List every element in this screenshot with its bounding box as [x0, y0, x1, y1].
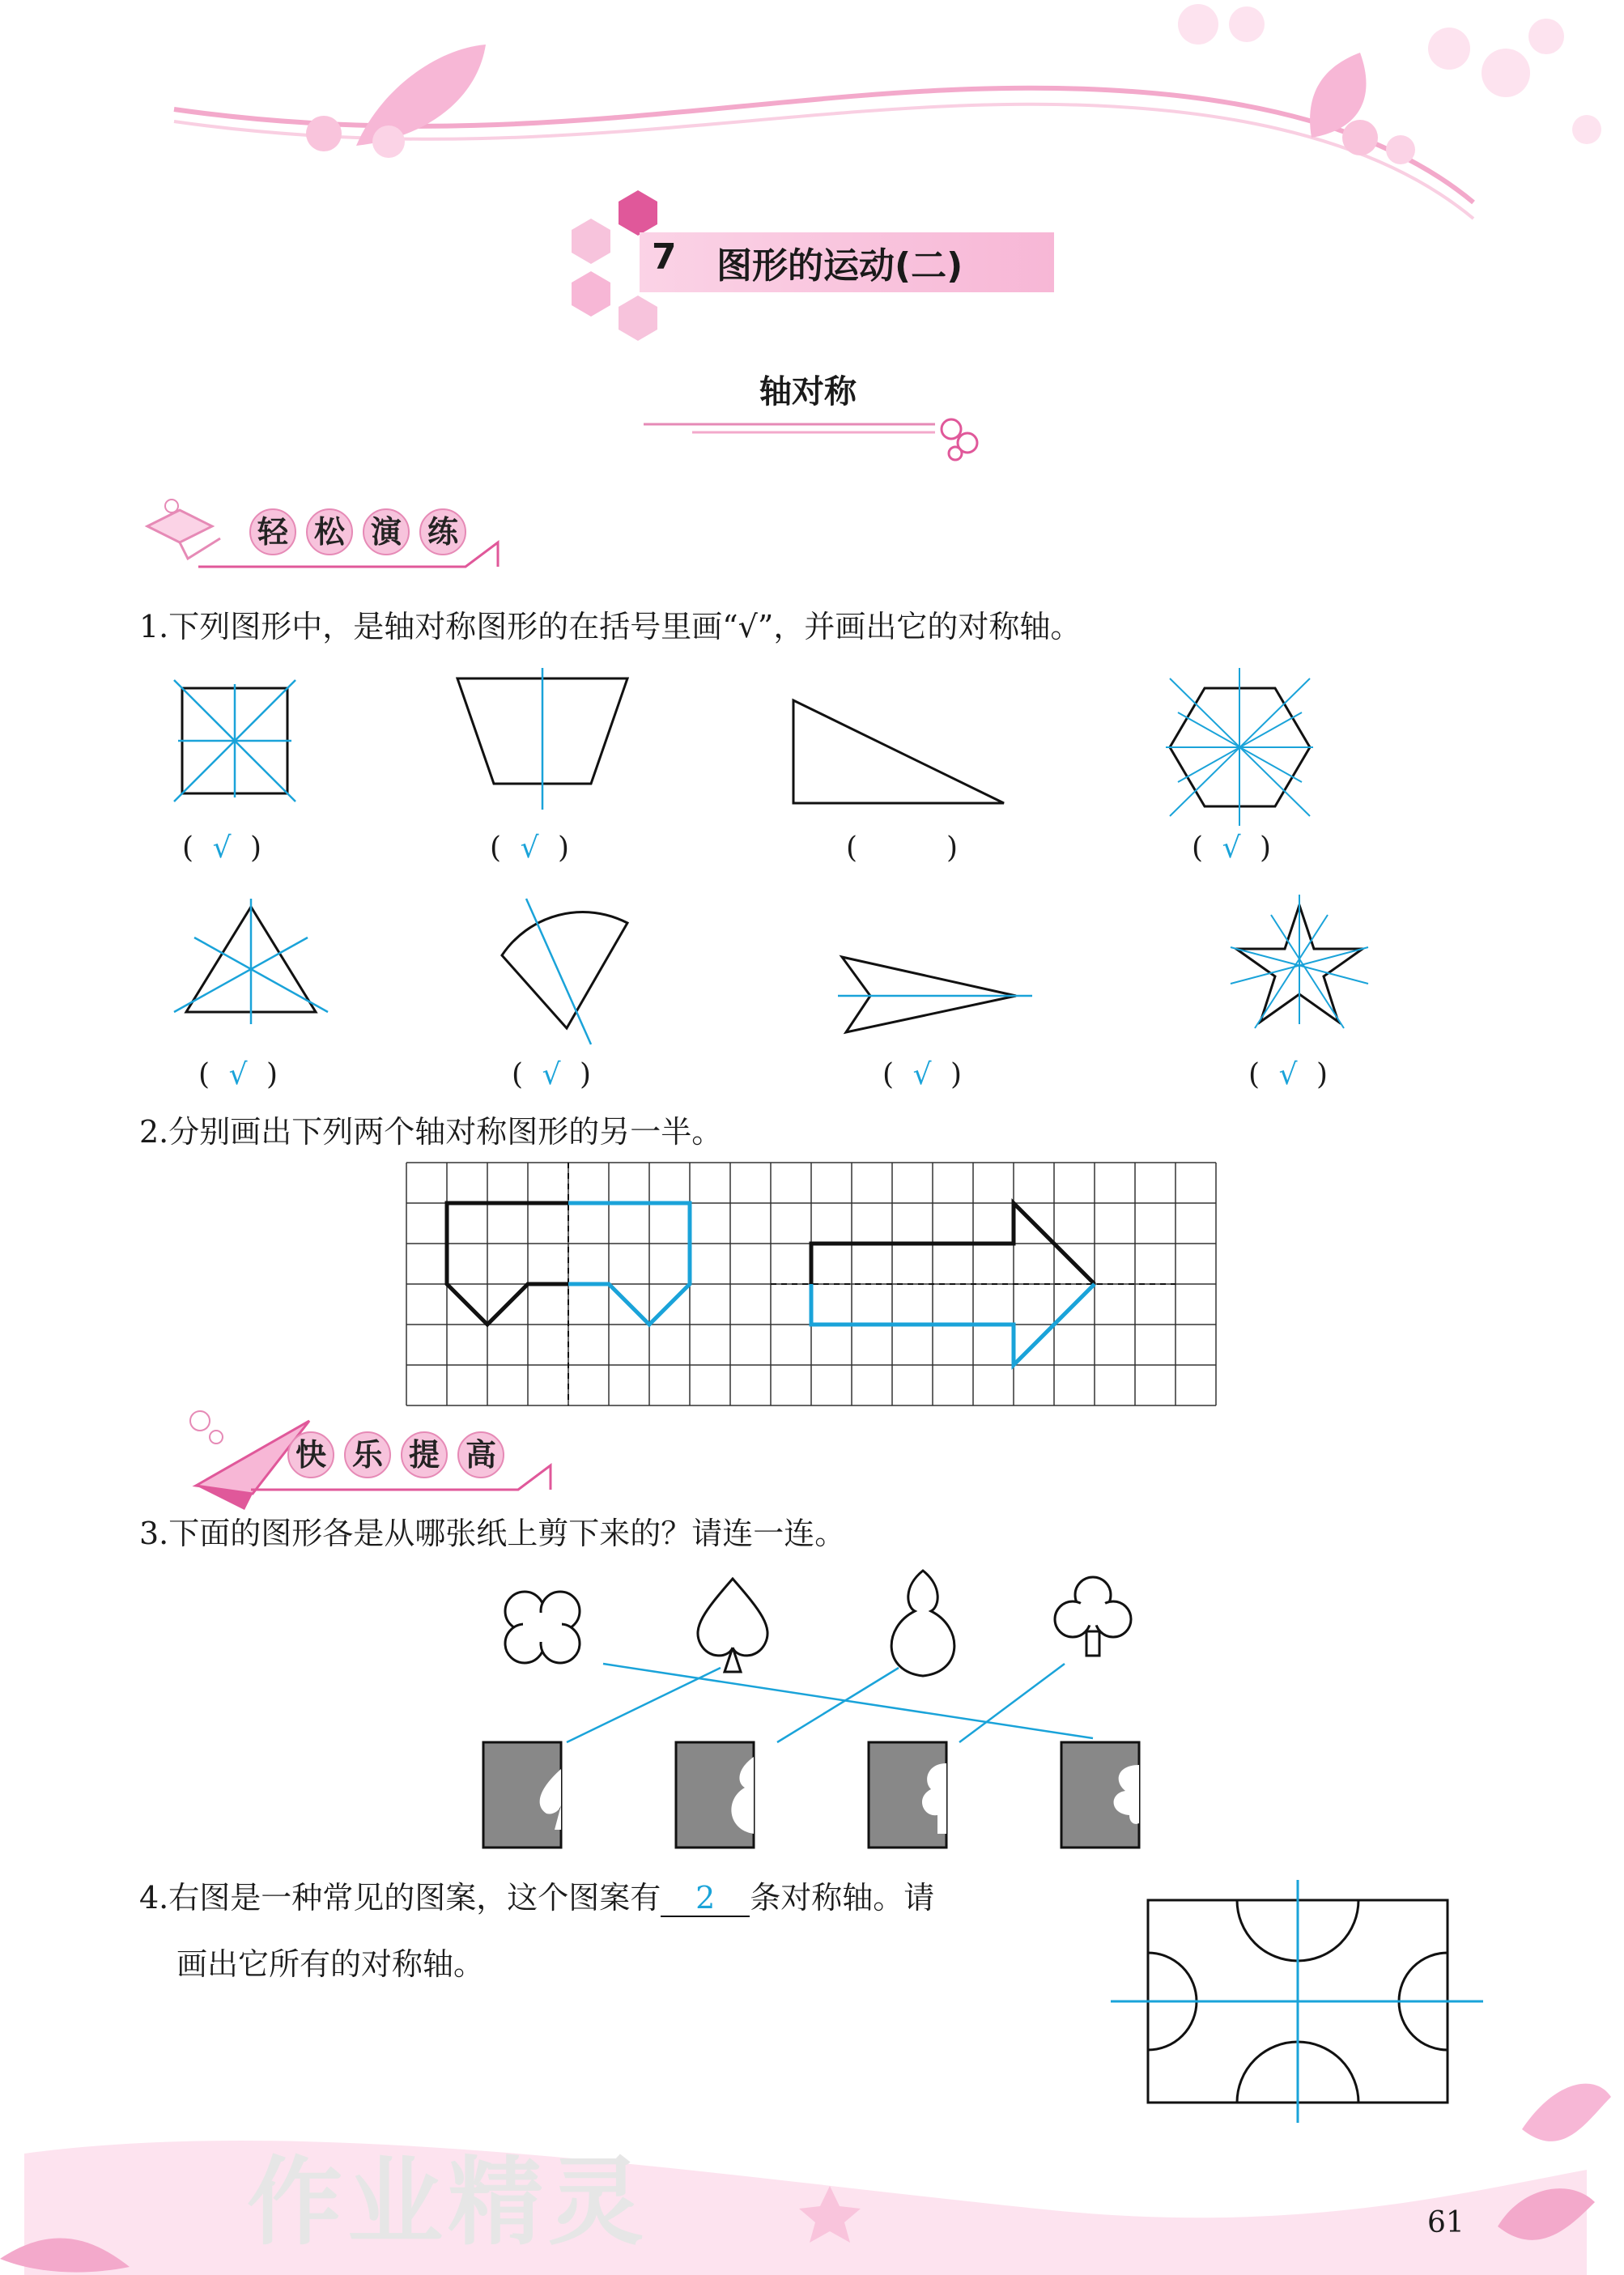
- subtitle-underline: [644, 415, 1016, 463]
- paren-open: (: [198, 1058, 210, 1091]
- footer-decoration: [0, 2065, 1624, 2275]
- answer-mark: √: [542, 1058, 561, 1091]
- paren-open: (: [182, 831, 194, 865]
- answer-paren: [490, 831, 569, 865]
- q1-shapes: [0, 664, 1624, 1085]
- answer-paren: [846, 831, 958, 865]
- section-badge: 演: [363, 508, 410, 555]
- answer-paren: [882, 1058, 962, 1091]
- question-2-text: 2.分别画出下列两个轴对称图形的另一半。: [139, 1114, 723, 1150]
- section-badge: 提: [401, 1431, 448, 1478]
- q4-text-after: 条对称轴。请: [750, 1880, 935, 1916]
- answer-mark: √: [228, 1058, 248, 1091]
- question-4-text: [139, 1877, 934, 1919]
- question-4-line2: 画出它所有的对称轴。: [176, 1946, 485, 1982]
- section-badge: 练: [419, 508, 466, 555]
- paren-close: ): [950, 1058, 963, 1091]
- question-3-text: 3.下面的图形各是从哪张纸上剪下来的？请连一连。: [139, 1516, 846, 1551]
- answer-paren: [182, 831, 261, 865]
- paren-close: ): [250, 831, 262, 865]
- q3-matching: [0, 1563, 1624, 1919]
- paren-open: (: [1192, 831, 1204, 865]
- q2-grid: [406, 1163, 1224, 1410]
- paren-close: ): [1316, 1058, 1329, 1091]
- answer-mark: √: [1278, 1058, 1298, 1091]
- chapter-title: 图形的运动(二): [716, 245, 963, 287]
- paren-open: (: [1248, 1058, 1261, 1091]
- question-1-text: 1.下列图形中，是轴对称图形的在括号里画“√”，并画出它的对称轴。: [139, 609, 1082, 644]
- section-badge: 松: [306, 508, 353, 555]
- paren-close: ): [558, 831, 570, 865]
- answer-mark: √: [1222, 831, 1241, 865]
- answer-mark: √: [912, 1058, 932, 1091]
- section-badge: 轻: [249, 508, 296, 555]
- paren-open: (: [490, 831, 502, 865]
- page-number: 61: [1427, 2206, 1465, 2239]
- section-badge: 快: [287, 1431, 334, 1478]
- paren-open: (: [512, 1058, 524, 1091]
- answer-paren: [512, 1058, 591, 1091]
- paren-close: ): [580, 1058, 592, 1091]
- section-subtitle: 轴对称: [759, 373, 857, 410]
- q4-text-before: 4.右图是一种常见的图案，这个图案有: [139, 1880, 661, 1916]
- answer-mark: √: [520, 831, 539, 865]
- paren-close: ): [946, 831, 959, 865]
- answer-paren: [1192, 831, 1271, 865]
- chapter-number: 7: [652, 236, 677, 278]
- q4-answer-blank: 2: [661, 1880, 750, 1917]
- answer-mark: √: [212, 831, 232, 865]
- section-badge: 乐: [344, 1431, 391, 1478]
- paren-open: (: [882, 1058, 895, 1091]
- answer-paren: [1248, 1058, 1328, 1091]
- section-badge: 高: [457, 1431, 504, 1478]
- watermark: 作业精灵: [247, 2146, 649, 2258]
- paren-close: ): [1260, 831, 1272, 865]
- paren-close: ): [266, 1058, 278, 1091]
- paren-open: (: [846, 831, 858, 865]
- answer-paren: [198, 1058, 278, 1091]
